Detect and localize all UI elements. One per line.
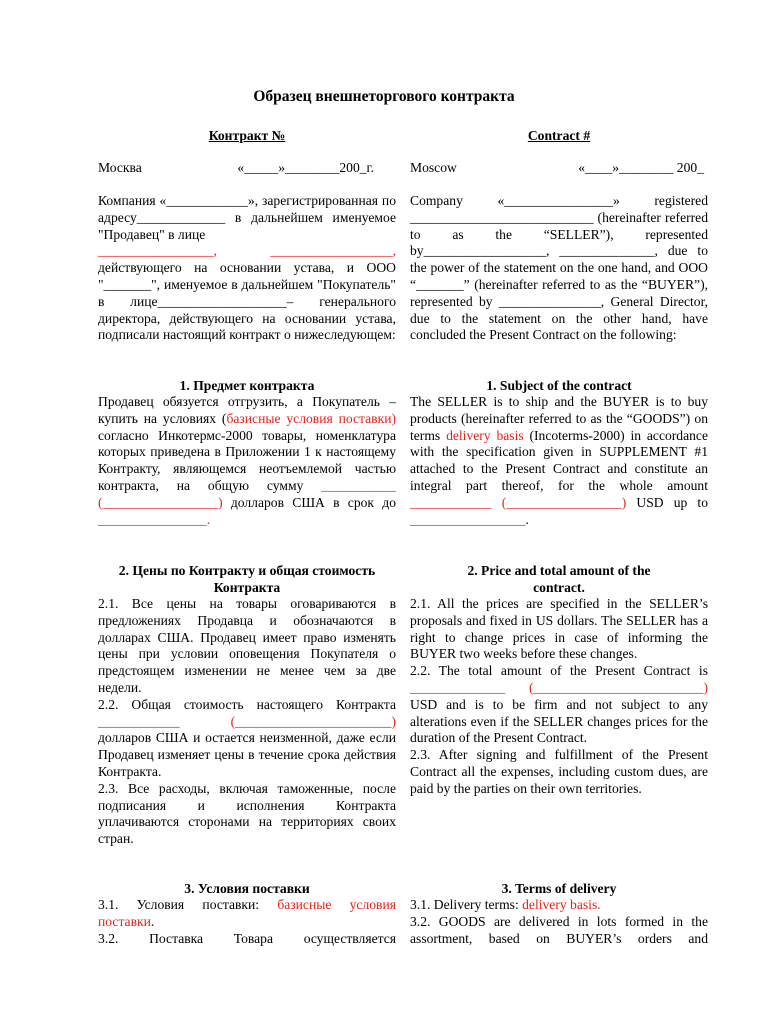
en-s1-date-blank: _________________ <box>410 511 526 527</box>
en-s1-amount-words-blank: (_________________) <box>501 494 627 510</box>
en-section-2-title-line1: 2. Price and total amount of the <box>467 563 651 578</box>
ru-preamble-text-a: Компания «____________», зарегистрированная по адресу_____________ в дальнейшем именуемое "Продавец" в лице <box>98 193 396 242</box>
ru-s2-amount-words-blank: (_______________________) <box>230 713 396 729</box>
ru-preamble-blank-b: _________________, <box>98 243 217 259</box>
ru-s2-p3: 2.3. Все расходы, включая таможенные, после подписания и исполнения Контракта уплачиваются сторонами на территориях своих стран. <box>98 780 396 847</box>
en-s2-p3: 2.3. After signing and fulfillment of the Present Contract all the expenses, including custom dues, are paid by the parties on their own territories. <box>410 747 708 796</box>
en-s1-end: . <box>525 511 529 527</box>
ru-section-1-title: 1. Предмет контракта <box>179 378 315 393</box>
en-section-2 <box>410 562 708 798</box>
en-s2-p2-text-d: USD and is to be firm and not subject to any alterations even if the SELLER changes prices for the duration of the Present Contract. <box>410 696 708 746</box>
ru-s2-p2-text-a: 2.2. Общая стоимость настоящего Контракта <box>98 696 396 712</box>
ru-section-2 <box>98 562 396 848</box>
ru-s1-amount-blank: ___________ <box>321 477 396 493</box>
ru-s2-amount-blank: ____________ <box>98 713 180 729</box>
ru-section-2-title-line1: 2. Цены по Контракту и общая стоимость <box>118 563 376 578</box>
en-s2-amount-words-blank: (_________________________) <box>529 679 708 695</box>
en-city: Moscow <box>410 160 457 175</box>
ru-s3-p2: 3.2. Поставка Товара осуществляется <box>98 930 396 946</box>
en-s1-text-f: USD up to <box>626 494 708 510</box>
en-s3-p1-text: 3.1. Delivery terms: <box>410 897 523 912</box>
ru-section-1 <box>98 377 396 528</box>
ru-s3-delivery-basis: базисные условия поставки <box>98 897 396 929</box>
ru-date: «_____»________200_г. <box>237 160 374 175</box>
en-section-2-title-line2: contract. <box>533 580 585 595</box>
ru-preamble <box>98 193 396 344</box>
ru-s2-p2-text-d: долларов США и остается неизменной, даже если Продавец изменяет цены в течение срока действия Контракта. <box>98 730 396 779</box>
en-s3-p2: 3.2. GOODS are delivered in lots formed in the assortment, based on BUYER’s orders and <box>410 913 708 946</box>
en-section-3 <box>410 880 708 947</box>
ru-contract-heading: Контракт № <box>208 128 286 143</box>
en-s2-amount-blank: ______________ <box>410 679 506 695</box>
en-preamble-text: Company «________________» registered ___________________________ (hereinafter referred to as the “SELLER”), represented by__________________, ______________, due to the power of the statement on the one hand, and OOO “_______” (hereinafter referred to as the “BUYER”), represented by _______________, General Director, due to the statement on the other hand, have concluded the Present Contract on the following: <box>410 193 708 343</box>
ru-preamble-text-d: действующего на основании устава, и ООО "_______", именуемое в дальнейшем "Покупатель" в лице___________________– генерального директора, действующего на основании устава, подписали настоящий контракт о нижеследующем: <box>98 260 396 343</box>
ru-contract-heading-block <box>98 127 396 144</box>
ru-city: Москва <box>98 160 142 175</box>
ru-s1-amount-words-blank: (_________________) <box>98 494 223 510</box>
ru-s3-p1-end: . <box>150 913 155 929</box>
ru-s1-text-a: Продавец обязуется отгрузить, а Покупатель – купить на условиях ( <box>98 394 396 426</box>
en-city-date-row <box>410 160 708 177</box>
ru-section-2-title-line2: Контракта <box>213 580 281 595</box>
en-s2-p1: 2.1. All the prices are specified in the SELLER’s proposals and fixed in US dollars. The SELLER has a right to change prices in case of informing the BUYER two weeks before these changes. <box>410 596 708 662</box>
ru-section-3 <box>98 880 396 947</box>
ru-s1-text-f: долларов США в срок до <box>222 494 396 510</box>
en-s2-p2-text-a: 2.2. The total amount of the Present Contract is <box>410 663 708 679</box>
en-contract-heading-block <box>410 127 708 144</box>
en-s1-text-a: The SELLER is to ship and the BUYER is to buy products (hereinafter referred to as the “GOODS”) on terms <box>410 394 708 443</box>
en-s3-delivery-basis: delivery basis. <box>522 897 601 912</box>
ru-section-3-title: 3. Условия поставки <box>184 881 310 896</box>
en-s1-text-c: (Incoterms-2000) in accordance with the specification given in SUPPLEMENT #1 attached to the Present Contract and constitute an integral part thereof, for the whole amount <box>410 427 709 493</box>
ru-s3-p1-text: 3.1. Условия поставки: <box>98 897 278 912</box>
en-s1-amount-blank: ____________ <box>410 494 492 510</box>
en-section-3-title: 3. Terms of delivery <box>501 881 617 896</box>
ru-s2-p1: 2.1. Все цены на товары оговариваются в предложениях Продавца и обозначаются в долларах США. Продавец имеет право изменять цены при условии оповещения Покупателя о предстоящем изменении не менее чем за две недели. <box>98 596 396 695</box>
en-contract-heading: Contract # <box>527 128 591 143</box>
ru-s1-text-c: согласно Инкотермс-2000 товары, номенклатура которых приведена в Приложении 1 к настоящему Контракту, являющемся неотъемлемой частью контракта, на общую сумму <box>98 427 396 493</box>
ru-s1-date-blank: ________________. <box>98 511 211 527</box>
en-s1-delivery-basis: delivery basis <box>446 427 524 443</box>
en-section-1 <box>410 377 708 528</box>
ru-city-date-row <box>98 160 396 177</box>
ru-preamble-blank-c: __________________, <box>270 243 396 259</box>
en-date: «____»________ 200_ <box>578 160 704 175</box>
document-title: Образец внешнеторгового контракта <box>253 88 515 105</box>
en-section-1-title: 1. Subject of the contract <box>486 378 632 393</box>
en-preamble <box>410 193 708 344</box>
ru-s1-delivery-basis: базисные условия поставки) <box>226 410 396 426</box>
